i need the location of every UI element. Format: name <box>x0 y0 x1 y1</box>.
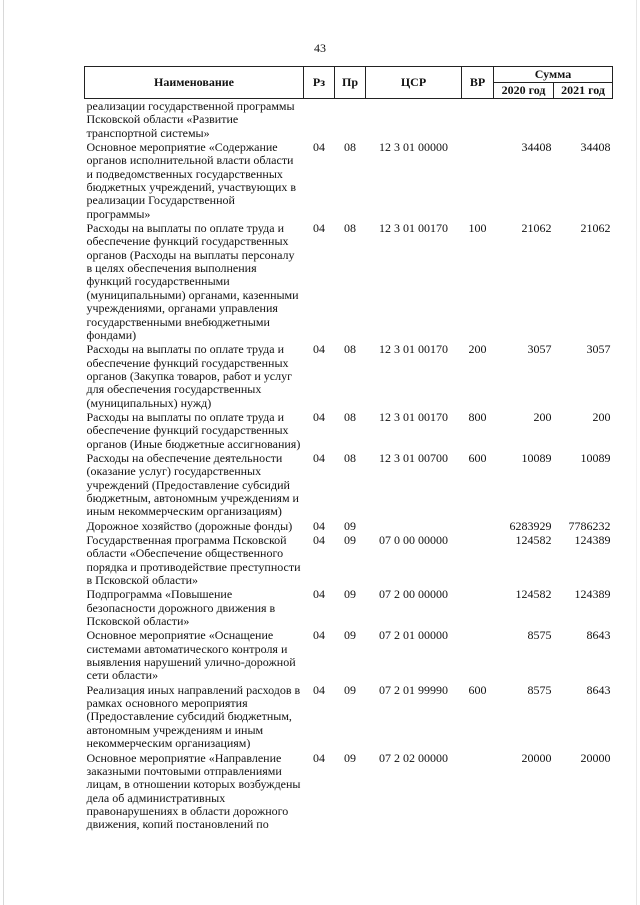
cell-name: Расходы на выплаты по оплате труда и обеспечение функций государственных органов (Закупка товаров, работ и услуг для обеспечения государственных (муниципальных) нужд) <box>86 342 292 410</box>
cell-vr <box>462 140 494 221</box>
cell-2021: 124389 <box>574 587 611 602</box>
cell-rz: 04 <box>313 518 325 533</box>
cell-pr <box>335 99 366 141</box>
cell-csr: 07 2 02 00000 <box>379 750 448 765</box>
cell-name: Основное мероприятие «Направление заказными почтовыми отправлениями лицам, в отношении которых возбуждены дела об административных правонарушениях в области дорожного движения, копий постановлений по <box>86 750 301 832</box>
cell-name: Расходы на обеспечение деятельности (оказание услуг) государственных учреждений (Предоставление субсидий бюджетным, автономным учреждениям и иным некоммерческим организациям) <box>86 450 299 519</box>
cell-pr: 08 <box>344 409 356 424</box>
table-row <box>85 451 613 519</box>
table-row <box>85 683 613 751</box>
table-row <box>85 628 613 682</box>
cell-2020: 34408 <box>521 140 552 155</box>
cell-csr: 07 0 00 00000 <box>379 533 448 547</box>
cell-csr: 07 2 01 00000 <box>379 628 448 643</box>
cell-2020 <box>494 99 554 141</box>
cell-2020: 124582 <box>515 587 552 602</box>
cell-2021: 10089 <box>580 450 611 465</box>
cell-csr <box>366 519 462 533</box>
cell-name: Дорожное хозяйство (дорожные фонды) <box>86 518 293 533</box>
table-row <box>85 533 613 587</box>
cell-vr: 600 <box>468 450 487 465</box>
table-row <box>85 221 613 342</box>
cell-2021: 34408 <box>580 140 611 155</box>
cell-pr: 08 <box>344 342 356 357</box>
table-row <box>85 342 613 410</box>
cell-vr: 200 <box>468 342 487 357</box>
cell-csr: 07 2 01 99990 <box>379 682 448 697</box>
cell-2021: 7786232 <box>568 518 611 533</box>
cell-name: Расходы на выплаты по оплате труда и обеспечение функций государственных органов (Иные бюджетные ассигнования) <box>86 409 301 451</box>
cell-pr: 08 <box>344 450 356 465</box>
cell-rz: 04 <box>313 140 325 155</box>
cell-rz: 04 <box>313 409 325 424</box>
table-row <box>85 410 613 451</box>
cell-vr <box>462 751 494 832</box>
cell-csr: 12 3 01 00170 <box>379 409 448 424</box>
header-rz: Рз <box>304 67 335 99</box>
cell-rz: 04 <box>313 221 325 236</box>
cell-csr: 12 3 01 00170 <box>379 221 448 236</box>
cell-name: Государственная программа Псковской области «Обеспечение общественного порядка и противодействие преступности в Псковской области» <box>86 533 301 588</box>
cell-vr <box>462 587 494 628</box>
cell-rz: 04 <box>313 533 325 547</box>
cell-2020: 21062 <box>521 221 552 236</box>
cell-vr <box>462 533 494 587</box>
cell-vr: 100 <box>468 221 487 236</box>
cell-pr: 09 <box>344 587 356 602</box>
scan-edge-left <box>3 0 4 905</box>
scan-edge-right <box>636 0 637 905</box>
cell-2020: 3057 <box>527 342 552 357</box>
cell-2020: 6283929 <box>509 518 552 533</box>
cell-2021: 21062 <box>580 221 611 236</box>
table-body <box>85 99 613 832</box>
cell-name: Реализация иных направлений расходов в рамках основного мероприятия (Предоставление субсидий бюджетным, автономным учреждениям и иным некоммерческим организациям) <box>86 682 301 751</box>
table-row <box>85 519 613 533</box>
cell-rz: 04 <box>313 750 325 765</box>
cell-2021: 8643 <box>586 628 611 643</box>
cell-name: Основное мероприятие «Содержание органов исполнительной власти области и подведомственных государственных бюджетных учреждений, участвующих в реализации Государственной программы» <box>86 140 297 221</box>
cell-rz: 04 <box>313 682 325 697</box>
cell-vr <box>462 628 494 682</box>
cell-pr: 08 <box>344 140 356 155</box>
cell-pr: 09 <box>344 750 356 765</box>
cell-name: Основное мероприятие «Оснащение системами автоматического контроля и выявления нарушений улично-дорожной сети области» <box>86 628 296 683</box>
cell-vr <box>462 99 494 141</box>
cell-csr: 07 2 00 00000 <box>379 587 448 602</box>
cell-pr: 09 <box>344 682 356 697</box>
cell-2020: 200 <box>533 409 552 424</box>
table-row <box>85 140 613 221</box>
cell-rz: 04 <box>313 342 325 357</box>
cell-pr: 09 <box>344 628 356 643</box>
cell-csr <box>366 99 462 141</box>
header-csr: ЦСР <box>366 67 462 99</box>
header-year-2020: 2020 год <box>494 83 554 99</box>
cell-vr: 800 <box>468 409 487 424</box>
header-year-2021: 2021 год <box>554 83 613 99</box>
cell-name: реализации государственной программы Псковской области «Развитие транспортной системы» <box>86 99 295 140</box>
cell-2021: 20000 <box>580 750 611 765</box>
table-row <box>85 99 613 141</box>
cell-csr: 12 3 01 00170 <box>379 342 448 357</box>
cell-csr: 12 3 01 00700 <box>379 450 448 465</box>
cell-2020: 10089 <box>521 450 552 465</box>
cell-2021: 3057 <box>586 342 611 357</box>
cell-name: Подпрограмма «Повышение безопасности дорожного движения в Псковской области» <box>86 587 276 629</box>
cell-vr <box>462 519 494 533</box>
page-number: 43 <box>314 41 326 55</box>
cell-pr: 09 <box>344 533 356 547</box>
header-name: Наименование <box>85 67 304 99</box>
cell-2020: 8575 <box>527 682 552 697</box>
cell-2021 <box>554 99 613 141</box>
cell-rz: 04 <box>313 628 325 643</box>
table-row <box>85 751 613 832</box>
cell-name: Расходы на выплаты по оплате труда и обеспечение функций государственных органов (Расходы на выплаты персоналу в целях обеспечения выполнения функций государственными (муниципальными) органами, казенными учреждениями, органами управления государственными внебюджетными фондами) <box>86 221 299 342</box>
table-row <box>85 587 613 628</box>
header-sum: Сумма <box>494 67 613 83</box>
cell-rz <box>304 99 335 141</box>
table-header <box>85 67 613 99</box>
header-pr: Пр <box>335 67 366 99</box>
cell-2020: 20000 <box>521 750 552 765</box>
cell-pr: 08 <box>344 221 356 236</box>
header-vr: ВР <box>462 67 494 99</box>
budget-table <box>84 66 613 832</box>
cell-rz: 04 <box>313 450 325 465</box>
cell-vr: 600 <box>468 682 487 697</box>
cell-2020: 8575 <box>527 628 552 643</box>
cell-rz: 04 <box>313 587 325 602</box>
cell-pr: 09 <box>344 518 356 533</box>
cell-2021: 200 <box>592 409 611 424</box>
cell-csr: 12 3 01 00000 <box>379 140 448 155</box>
cell-2020: 124582 <box>515 533 552 547</box>
cell-2021: 8643 <box>586 682 611 697</box>
cell-2021: 124389 <box>574 533 611 547</box>
